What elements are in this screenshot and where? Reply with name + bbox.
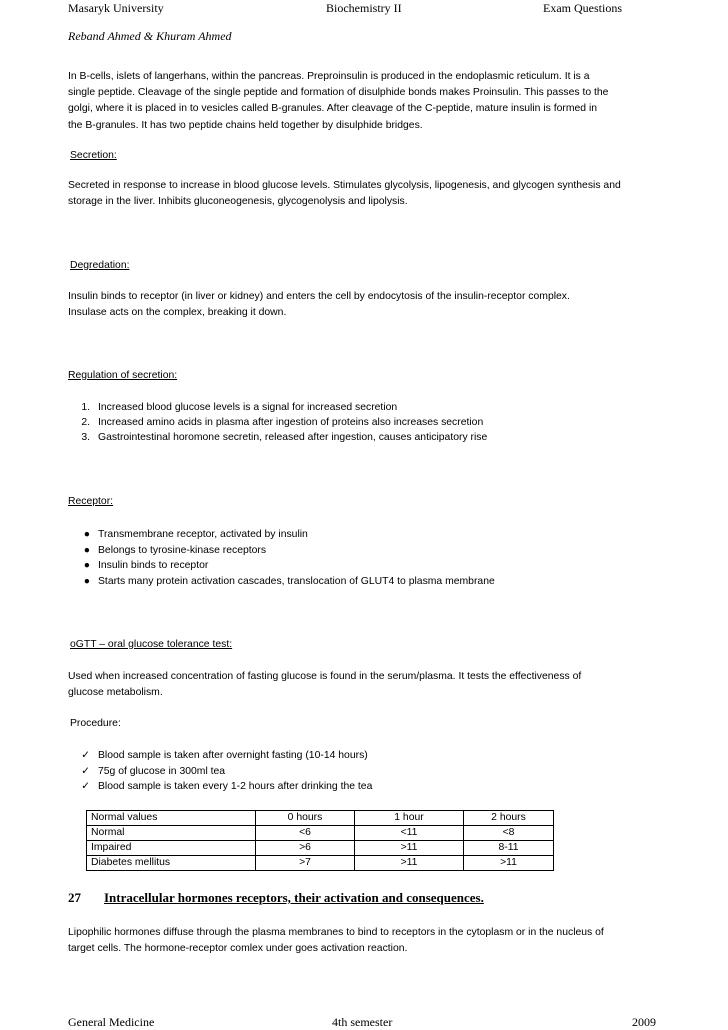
secretion-line: storage in the liver. Inhibits gluconeogenesis, glycogenolysis and lipolysis.	[68, 196, 408, 208]
regulation-heading: Regulation of secretion:	[68, 370, 178, 381]
ogtt-line: glucose metabolism.	[68, 687, 163, 699]
degradation-paragraph	[68, 289, 668, 321]
checkmark-icon: ✓	[81, 750, 90, 761]
bullet-icon: ●	[83, 575, 90, 587]
footer-semester: 4th semester	[332, 1015, 393, 1029]
header-authors: Reband Ahmed & Khuram Ahmed	[68, 29, 232, 43]
table-cell: Impaired	[87, 841, 256, 856]
list-item	[68, 430, 487, 446]
list-item-text: Gastrointestinal horomone secretin, released after ingestion, causes anticipatory rise	[98, 432, 488, 443]
list-item	[68, 415, 483, 431]
table-cell: >7	[256, 856, 355, 871]
bullet-icon: ●	[83, 544, 90, 556]
intro-paragraph	[68, 69, 668, 134]
list-item-text: Blood sample is taken after overnight fasting (10-14 hours)	[98, 750, 368, 761]
footer-program: General Medicine	[68, 1015, 155, 1029]
degradation-line: Insulin binds to receptor (in liver or kidney) and enters the cell by endocytosis of the insulin-receptor complex.	[68, 291, 570, 302]
list-item-text: Belongs to tyrosine-kinase receptors	[98, 544, 267, 556]
checkmark-icon: ✓	[81, 765, 90, 777]
table-cell: >11	[355, 856, 464, 871]
table-cell: <8	[464, 826, 554, 841]
list-item	[68, 400, 397, 416]
list-number: 1.	[81, 402, 90, 413]
list-item-text: Increased amino acids in plasma after ingestion of proteins also increases secretion	[98, 417, 484, 428]
table-cell: >6	[256, 841, 355, 856]
secretion-heading: Secretion:	[70, 150, 117, 161]
secretion-paragraph	[68, 178, 668, 210]
ogtt-heading: oGTT – oral glucose tolerance test:	[70, 639, 233, 650]
checkmark-icon: ✓	[81, 781, 90, 792]
table-row	[87, 856, 554, 871]
list-item	[68, 558, 208, 574]
question-number: 27	[68, 890, 81, 905]
receptor-heading: Receptor:	[68, 496, 114, 507]
list-item	[68, 543, 266, 559]
table-header-cell: 2 hours	[464, 811, 554, 826]
list-item-text: Insulin binds to receptor	[98, 560, 209, 571]
list-item	[68, 574, 495, 590]
table-header-cell: 1 hour	[355, 811, 464, 826]
intro-line: single peptide. Cleavage of the single peptide and formation of disulphide bonds makes Proinsulin. This passes to the	[68, 87, 609, 99]
footer-year: 2009	[632, 1015, 656, 1029]
bullet-icon: ●	[83, 560, 90, 571]
list-item	[68, 527, 308, 543]
table-cell: 8-11	[464, 841, 554, 856]
list-number: 3.	[81, 432, 90, 443]
table-row	[87, 841, 554, 856]
ogtt-line: Used when increased concentration of fasting glucose is found in the serum/plasma. It tests the effectiveness of	[68, 671, 582, 682]
table-cell: >11	[464, 856, 554, 871]
question-paragraph	[68, 925, 668, 957]
table-header-cell: 0 hours	[256, 811, 355, 826]
list-item-text: Blood sample is taken every 1-2 hours after drinking the tea	[98, 781, 373, 792]
list-item-text: Starts many protein activation cascades, translocation of GLUT4 to plasma membrane	[98, 575, 495, 587]
table-cell: Normal	[87, 826, 256, 841]
list-item	[68, 779, 372, 795]
question-line: target cells. The hormone-receptor comlex under goes activation reaction.	[68, 943, 408, 955]
degradation-line: Insulase acts on the complex, breaking it down.	[68, 307, 287, 319]
intro-line: the B-granules. It has two peptide chains held together by disulphide bridges.	[68, 119, 423, 131]
degradation-heading: Degredation:	[70, 260, 130, 271]
intro-line: In B-cells, islets of langerhans, within the pancreas. Preproinsulin is produced in the endoplasmic reticulum. It is a	[68, 71, 590, 82]
list-number: 2.	[81, 417, 90, 428]
bullet-icon: ●	[83, 529, 90, 540]
ogtt-paragraph	[68, 669, 668, 701]
header-university: Masaryk University	[68, 1, 164, 15]
header-course: Biochemistry II	[326, 1, 402, 15]
table-header-row	[87, 811, 554, 826]
procedure-heading: Procedure:	[70, 718, 121, 729]
glucose-values-table	[86, 810, 554, 871]
list-item-text: 75g of glucose in 300ml tea	[98, 765, 226, 777]
table-header-cell: Normal values	[87, 811, 256, 826]
question-title: Intracellular hormones receptors, their activation and consequences.	[104, 890, 484, 905]
intro-line: golgi, where it is placed in to vesicles called B-granules. After cleavage of the C-peptide, mature insulin is formed in	[68, 103, 598, 115]
table-cell: <11	[355, 826, 464, 841]
table-row	[87, 826, 554, 841]
header-exam-questions: Exam Questions	[543, 1, 622, 15]
list-item-text: Transmembrane receptor, activated by insulin	[98, 529, 308, 540]
table-cell: >11	[355, 841, 464, 856]
list-item	[68, 748, 368, 764]
list-item-text: Increased blood glucose levels is a signal for increased secretion	[98, 402, 398, 413]
table-cell: Diabetes mellitus	[87, 856, 256, 871]
list-item	[68, 764, 225, 780]
table-cell: <6	[256, 826, 355, 841]
question-line: Lipophilic hormones diffuse through the plasma membranes to bind to receptors in the cytoplasm or in the nucleus of	[68, 927, 604, 938]
secretion-line: Secreted in response to increase in blood glucose levels. Stimulates glycolysis, lipogenesis, and glycogen synthesis and	[68, 180, 621, 191]
